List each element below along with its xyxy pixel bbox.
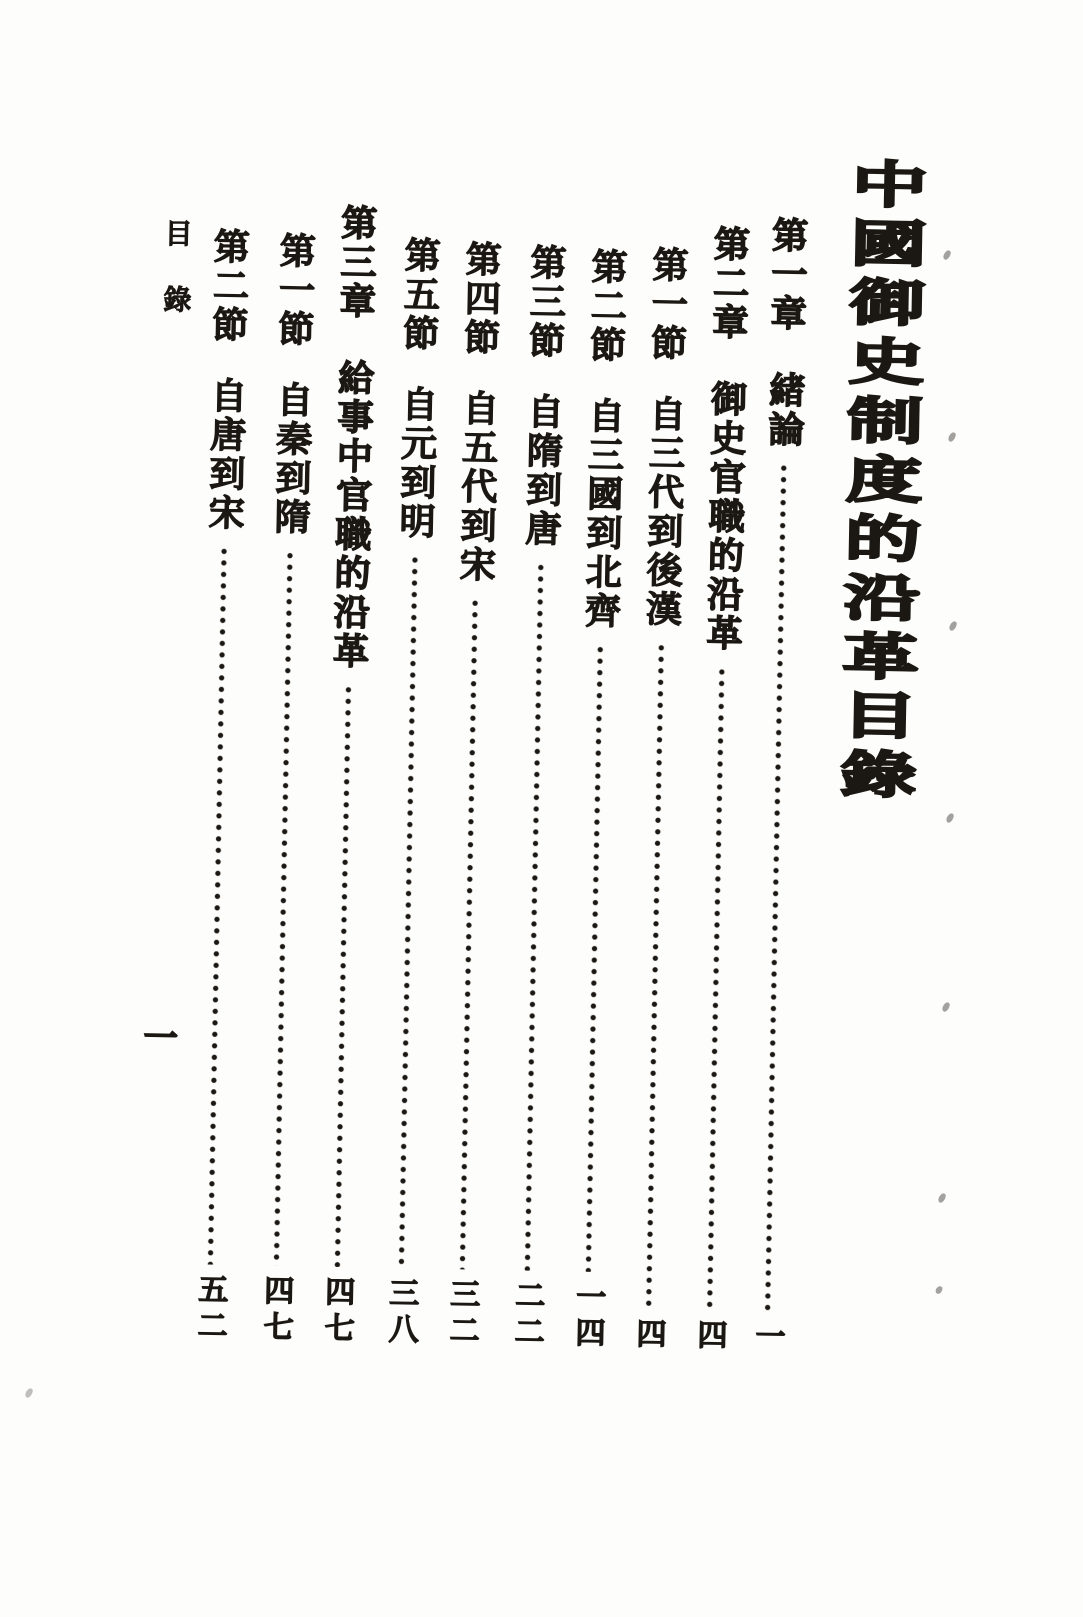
entry-page-number: 四 <box>631 1317 665 1355</box>
entry-page-number: 三八 <box>383 1276 418 1350</box>
entry-label: 第一章 <box>765 216 809 334</box>
toc-entry <box>376 236 443 1350</box>
toc-entry <box>312 204 380 1349</box>
dot-leader <box>458 597 478 1269</box>
dot-leader <box>272 550 293 1266</box>
entry-page-number: 四七 <box>319 1275 354 1349</box>
dot-leader <box>333 684 351 1267</box>
entry-page-number: 一四 <box>570 1280 605 1354</box>
dot-leader <box>645 642 665 1309</box>
entry-label: 第三節 <box>524 243 567 362</box>
entry-page-number: 二二 <box>509 1279 544 1352</box>
entry-page-number: 四 <box>692 1318 726 1356</box>
entry-label: 第二節 <box>585 247 628 366</box>
entry-title: 自五代到宋 <box>454 389 499 585</box>
entry-page-number: 四七 <box>258 1274 293 1348</box>
entry-title: 自唐到宋 <box>203 376 247 534</box>
dot-leader <box>523 562 544 1271</box>
entry-title: 緒論 <box>763 371 806 450</box>
entry-title: 自秦到隋 <box>269 380 313 538</box>
entry-label: 第三章 <box>335 203 378 322</box>
entry-title: 自三代到後漢 <box>641 394 686 630</box>
toc-entry <box>624 246 691 1355</box>
toc-entry <box>685 225 753 1356</box>
toc-entry <box>437 240 504 1351</box>
dot-leader <box>764 462 787 1311</box>
entry-label: 第五節 <box>398 236 441 354</box>
entry-page-number: 五二 <box>192 1273 227 1346</box>
entry-label: 第四節 <box>459 240 502 358</box>
entry-title: 御史官職的沿革 <box>701 379 747 654</box>
entry-label: 第一節 <box>273 231 316 350</box>
toc-entry <box>743 216 811 1357</box>
toc-entry <box>502 243 569 1352</box>
entry-label: 第二節 <box>207 227 250 346</box>
book-title-column <box>829 157 927 808</box>
entry-label: 第一節 <box>646 245 689 364</box>
dot-leader <box>584 644 603 1272</box>
folio-page-number: 一 <box>137 1019 176 1054</box>
entry-page-number: 一 <box>750 1319 784 1357</box>
dot-leader <box>397 554 418 1268</box>
toc-entry <box>185 227 252 1346</box>
entry-title: 自三國到北齊 <box>580 396 625 632</box>
dot-leader <box>206 546 227 1265</box>
corner-label-mulu: 目錄 <box>158 218 192 351</box>
entry-label: 第二章 <box>707 224 750 343</box>
entry-title: 自隋到唐 <box>520 392 564 550</box>
entry-page-number: 三二 <box>444 1278 479 1351</box>
entry-title: 自元到明 <box>394 384 438 542</box>
toc-entry <box>251 232 318 1348</box>
toc-entry <box>563 248 630 1354</box>
entry-title: 給事中官職的沿革 <box>328 358 375 672</box>
dot-leader <box>706 666 725 1310</box>
book-title: 中國御史制度的沿革目錄 <box>829 157 927 808</box>
